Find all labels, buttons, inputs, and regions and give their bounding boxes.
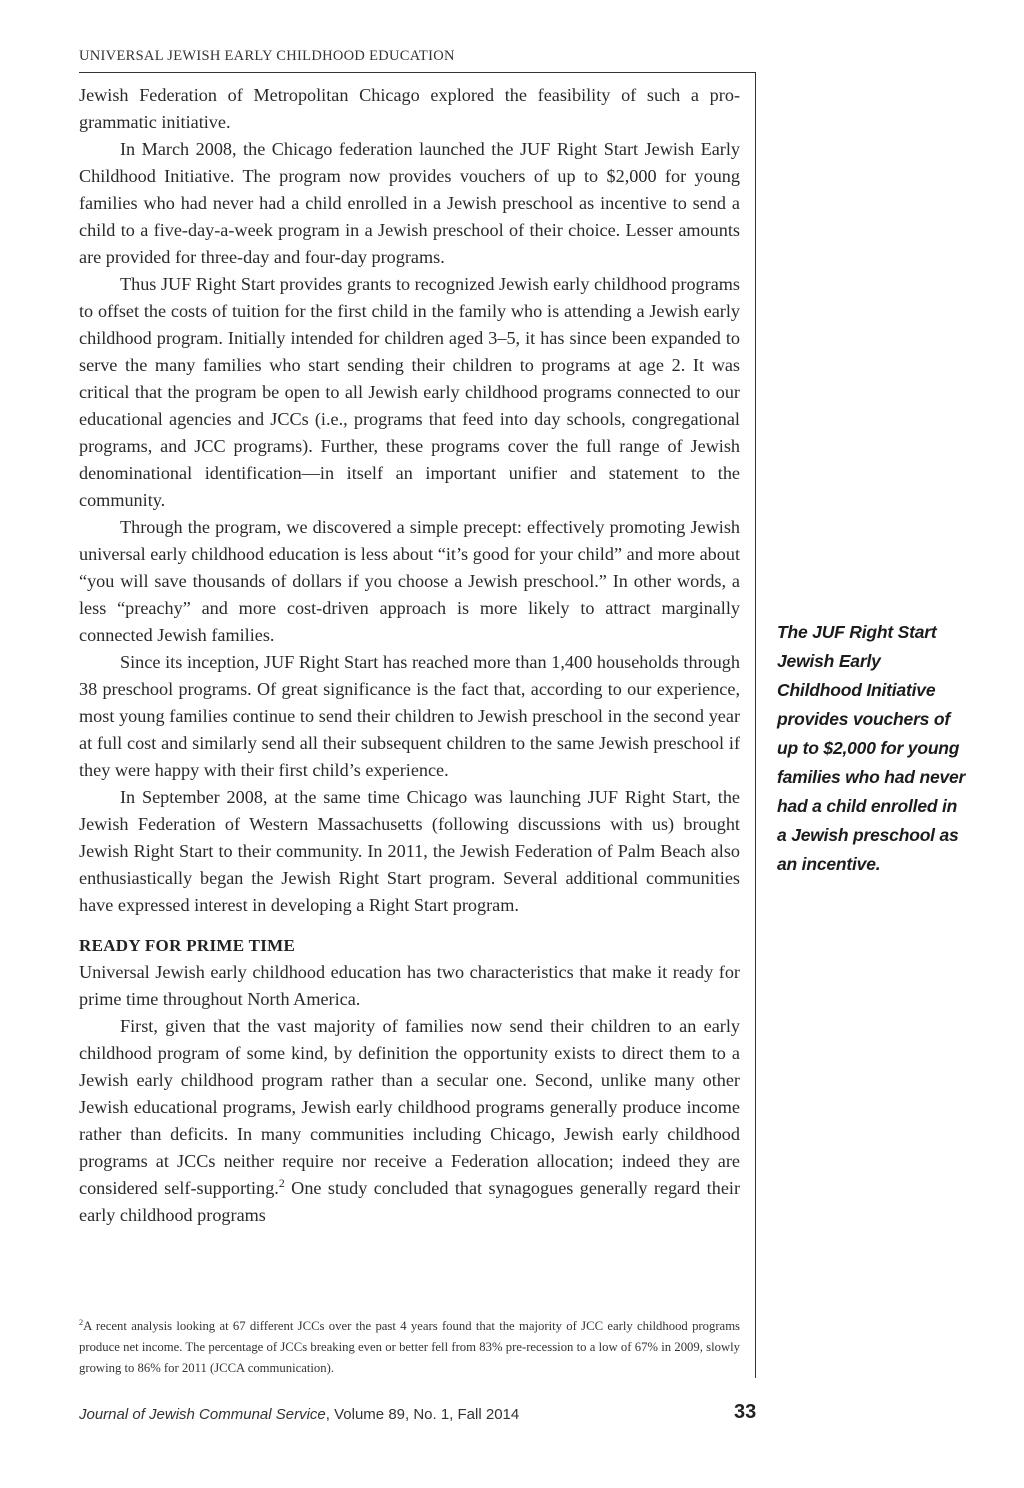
footnote-text: A recent analysis looking at 67 different JCCs over the past 4 years found that the majority of JCC early childhood programs produce net income. The percentage of JCCs breaking even or better fell from 83% pre-recession to a low of 67% in 2009, slowly growing to 86% for 2011 (JCCA communication). — [79, 1319, 740, 1375]
body-paragraph-2: In March 2008, the Chicago federation launched the JUF Right Start Jewish Early Childhood Initiative. The program now provides vouchers of up to $2,000 for young families who had never had a child enrolled in a Jewish preschool as incentive to send a child to a five-day-a-week program in a Jewish preschool of their choice. Lesser amounts are provided for three-day and four-day programs. — [79, 139, 740, 267]
footnote — [79, 1316, 740, 1379]
pull-quote: The JUF Right Start Jewish Early Childhood Initiative provides vouchers of up to $2,000 for young families who had never had a child enrolled in a Jewish preschool as an incentive. — [777, 622, 966, 874]
section-heading: READY FOR PRIME TIME — [79, 936, 296, 955]
footnote-reference[interactable]: 2 — [278, 1175, 285, 1190]
body-paragraph-4: Through the program, we discovered a simple precept: effectively promoting Jewish universal early childhood education is less about “it’s good for your child” and more about “you will save thousands of dollars if you choose a Jewish preschool.” In other words, a less “preachy” and more cost-driven approach is more likely to attract marginally connected Jewish families. — [79, 517, 740, 645]
journal-name: Journal of Jewish Communal Service — [79, 1406, 326, 1423]
column-rule — [755, 72, 756, 1378]
body-paragraph-5: Since its inception, JUF Right Start has reached more than 1,400 households through 38 preschool programs. Of great significance is the fact that, according to our experience, most young families continue to send their children to Jewish preschool in the second year at full cost and similarly send all their subsequent children to the same Jewish preschool if they were happy with their first child’s experience. — [79, 652, 740, 780]
section-paragraph-2 — [79, 1013, 740, 1229]
running-head: UNIVERSAL JEWISH EARLY CHILDHOOD EDUCATION — [79, 48, 455, 64]
section-paragraph-2-text: First, given that the vast majority of families now send their children to an early childhood program of some kind, by definition the opportunity exists to direct them to a Jewish early childhood program rather than a secular one. Second, unlike many other Jewish educational programs, Jewish early childhood programs generally produce income rather than deficits. In many communities including Chicago, Jewish early childhood programs at JCCs neither require nor receive a Federation allocation; indeed they are considered self-supporting. — [79, 1016, 740, 1198]
footer-citation — [79, 1406, 519, 1423]
footnote-marker: 2 — [79, 1317, 84, 1327]
body-paragraph-3: Thus JUF Right Start provides grants to recognized Jewish early childhood programs to offset the costs of tuition for the first child in the family who is attending a Jewish early childhood program. Initially intended for children aged 3–5, it has since been expanded to serve the many families who start sending their children to programs at age 2. It was critical that the program be open to all Jewish early childhood programs connected to our educational agencies and JCCs (i.e., programs that feed into day schools, congregational programs, and JCC programs). Further, these programs cover the full range of Jewish denominational identification—in itself an important unifier and statement to the community. — [79, 274, 740, 510]
main-column — [79, 82, 740, 1229]
header-rule — [79, 72, 755, 73]
body-paragraph-6: In September 2008, at the same time Chicago was launching JUF Right Start, the Jewish Federation of Western Massachusetts (following discussions with us) brought Jewish Right Start to their community. In 2011, the Jewish Federation of Palm Beach also enthusiastically began the Jewish Right Start program. Several additional communities have expressed interest in developing a Right Start program. — [79, 787, 740, 915]
journal-issue: , Volume 89, No. 1, Fall 2014 — [325, 1406, 520, 1423]
page-number: 33 — [734, 1401, 757, 1423]
section-paragraph-2-tail: One study concluded that synagogues generally regard their early childhood programs — [79, 1178, 740, 1225]
section-paragraph-1: Universal Jewish early childhood education has two characteristics that make it ready for prime time throughout North America. — [79, 962, 740, 1009]
body-paragraph-1: Jewish Federation of Metropolitan Chicago explored the feasibility of such a programmatic initiative. — [79, 85, 740, 132]
